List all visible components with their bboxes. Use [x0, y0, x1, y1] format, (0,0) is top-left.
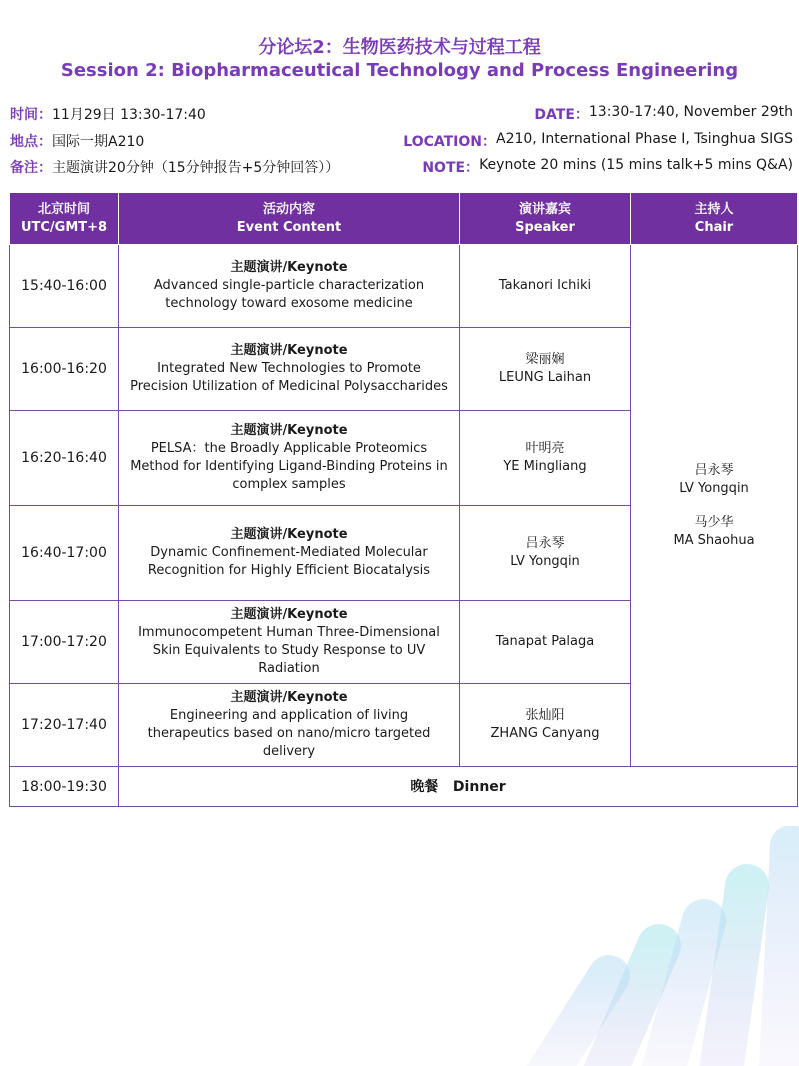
session-content: 主题演讲/Keynote Dynamic Confinement-Mediated Molecular Recognition for Highly Efficient Biocatalysis	[119, 506, 460, 601]
session-speaker: 梁丽娴 LEUNG Laihan	[460, 328, 631, 411]
info-location-en-value: A210, International Phase I, Tsinghua SIGS	[496, 131, 793, 147]
info-note-en-label: NOTE：	[422, 160, 480, 176]
session-time: 16:00-16:20	[10, 328, 119, 411]
session-speaker: 叶明亮 YE Mingliang	[460, 411, 631, 506]
header-chair: 主持人 Chair	[631, 193, 798, 245]
info-date-en	[534, 104, 793, 124]
session-speaker: Takanori Ichiki	[460, 245, 631, 328]
header-speaker: 演讲嘉宾 Speaker	[460, 193, 631, 245]
info-date-en-label: DATE：	[534, 107, 589, 123]
session-content: 主题演讲/Keynote Integrated New Technologies to Promote Precision Utilization of Medicinal Polysaccharides	[119, 328, 460, 411]
session-content: 主题演讲/Keynote PELSA：the Broadly Applicable Proteomics Method for Identifying Ligand-Binding Proteins in complex samples	[119, 411, 460, 506]
session-speaker: 张灿阳 ZHANG Canyang	[460, 684, 631, 767]
session-time: 16:40-17:00	[10, 506, 119, 601]
chair-cell	[631, 245, 798, 767]
table-row	[10, 245, 798, 328]
info-note	[10, 157, 339, 177]
info-note-en	[422, 157, 793, 177]
title-chinese: 分论坛2：生物医药技术与过程工程	[258, 37, 541, 58]
keynote-label: 主题演讲/Keynote	[230, 527, 348, 542]
dinner-label: 晚餐 Dinner	[119, 767, 798, 807]
chair-1-cn: 吕永琴	[694, 462, 734, 478]
header-content: 活动内容 Event Content	[119, 193, 460, 245]
keynote-label: 主题演讲/Keynote	[230, 423, 348, 438]
chair-1-en: LV Yongqin	[679, 480, 749, 496]
session-time: 17:00-17:20	[10, 601, 119, 684]
info-date-en-value: 13:30-17:40, November 29th	[588, 104, 793, 120]
info-note-label: 备注：	[10, 160, 52, 176]
info-time	[10, 104, 206, 124]
info-time-value: 11月29日 13:30-17:40	[52, 107, 206, 123]
session-speaker: Tanapat Palaga	[460, 601, 631, 684]
session-content: 主题演讲/Keynote Advanced single-particle characterization technology toward exosome medicine	[119, 245, 460, 328]
dinner-time: 18:00-19:30	[10, 767, 119, 807]
info-location-en-label: LOCATION：	[403, 134, 496, 150]
title-english: Session 2: Biopharmaceutical Technology and Process Engineering	[60, 60, 739, 81]
schedule-table	[9, 192, 798, 807]
session-content: 主题演讲/Keynote Immunocompetent Human Three-Dimensional Skin Equivalents to Study Response to UV Radiation	[119, 601, 460, 684]
info-location	[10, 131, 144, 151]
info-time-label: 时间：	[10, 107, 52, 123]
keynote-label: 主题演讲/Keynote	[230, 690, 348, 705]
keynote-label: 主题演讲/Keynote	[230, 260, 348, 275]
session-time: 15:40-16:00	[10, 245, 119, 328]
info-location-en	[403, 131, 793, 151]
header-time: 北京时间 UTC/GMT+8	[10, 193, 119, 245]
info-location-label: 地点：	[10, 134, 52, 150]
session-time: 16:20-16:40	[10, 411, 119, 506]
decorative-graphic	[499, 826, 799, 1066]
session-content: 主题演讲/Keynote Engineering and application of living therapeutics based on nano/micro targeted delivery	[119, 684, 460, 767]
info-location-value: 国际一期A210	[52, 134, 145, 150]
chair-2-cn: 马少华	[694, 514, 734, 530]
session-time: 17:20-17:40	[10, 684, 119, 767]
info-note-value: 主题演讲20分钟（15分钟报告+5分钟回答））	[52, 160, 340, 176]
info-note-en-value: Keynote 20 mins (15 mins talk+5 mins Q&A)	[479, 157, 793, 173]
session-speaker: 吕永琴 LV Yongqin	[460, 506, 631, 601]
keynote-label: 主题演讲/Keynote	[230, 607, 348, 622]
dinner-row	[10, 767, 798, 807]
keynote-label: 主题演讲/Keynote	[230, 343, 348, 358]
table-header-row	[10, 193, 798, 245]
chair-2-en: MA Shaohua	[673, 532, 755, 548]
